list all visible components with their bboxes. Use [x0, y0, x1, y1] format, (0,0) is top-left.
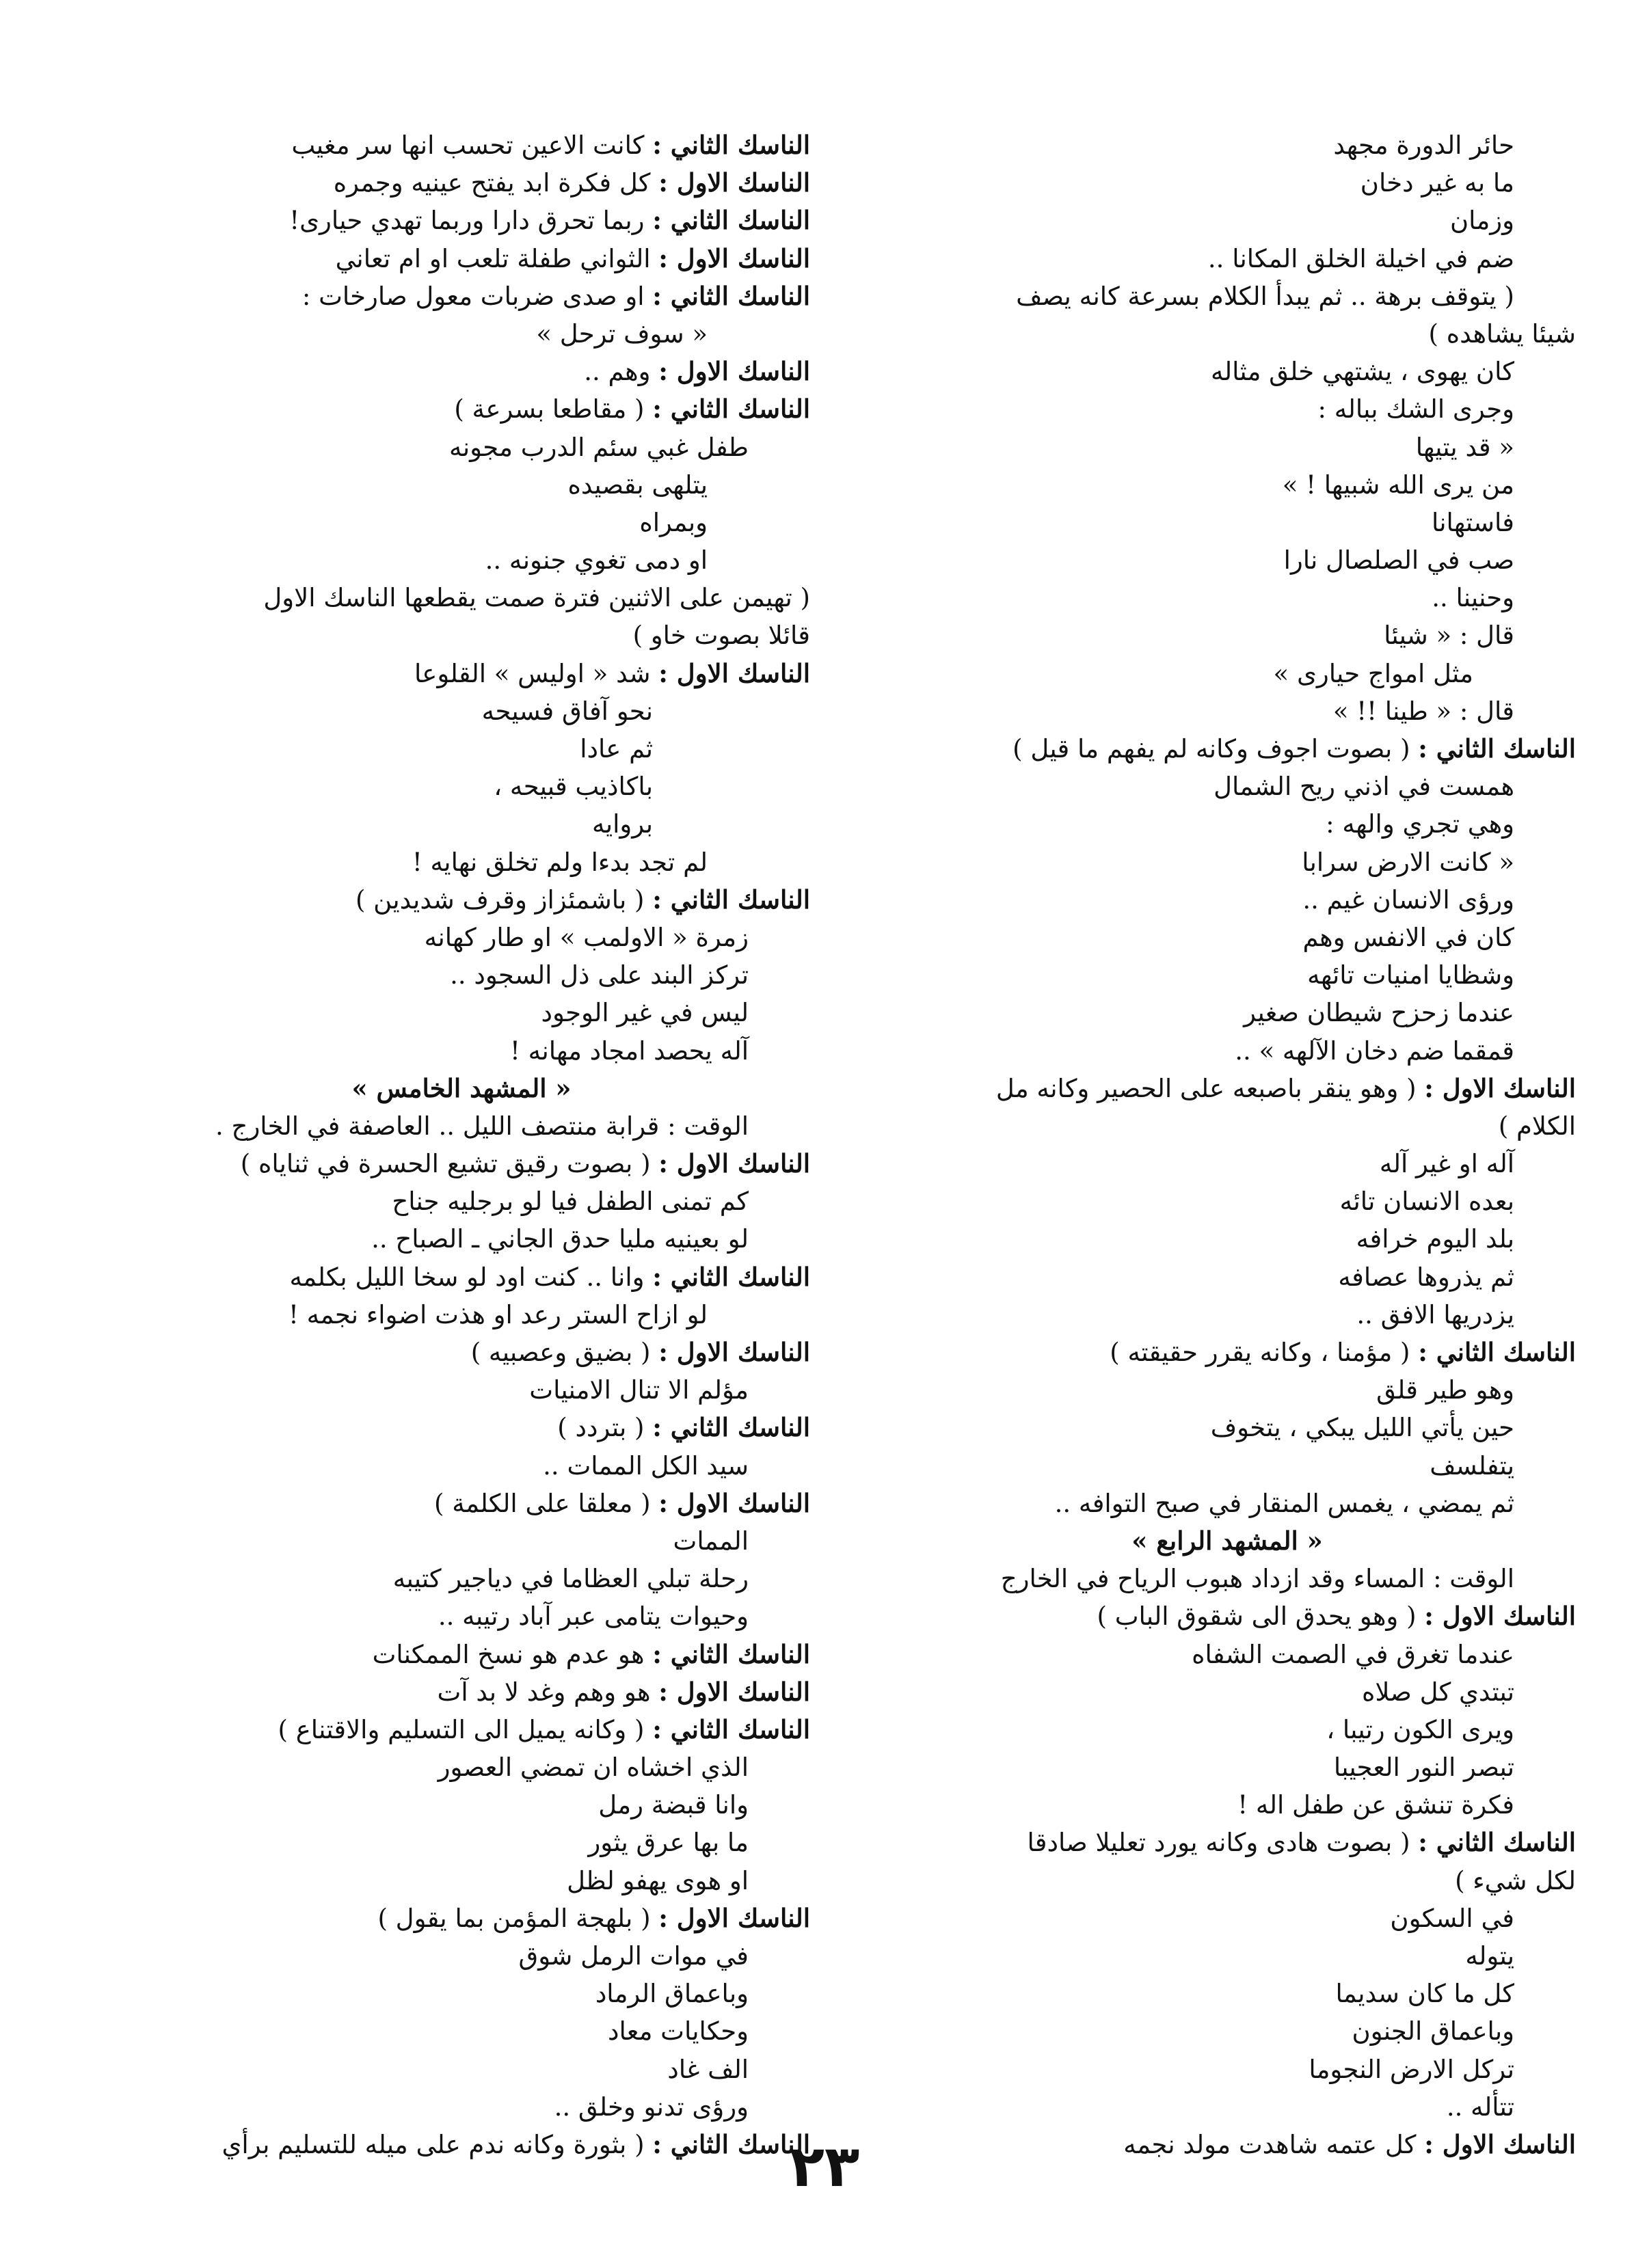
- line-text: في موات الرمل شوق: [518, 1941, 749, 1971]
- line-text: آله يحصد امجاد مهانه !: [509, 1036, 749, 1066]
- text-line: [879, 919, 1576, 956]
- line-text: وهم ..: [584, 357, 659, 387]
- line-text: وحنينا ..: [1432, 583, 1514, 613]
- text-line: [113, 805, 810, 843]
- speaker-name: الناسك الثاني :: [1418, 1337, 1576, 1367]
- dialogue-line: [113, 1673, 810, 1711]
- line-text: وجرى الشك بباله :: [1317, 394, 1514, 424]
- speaker-name: الناسك الثاني :: [652, 394, 810, 424]
- speaker-name: الناسك الاول :: [658, 1676, 810, 1707]
- line-text: ( بثورة وكانه ندم على ميله للتسليم برأي: [222, 2129, 653, 2159]
- line-text: ثم يمضي ، يغمس المنقار في صبح التوافه ..: [1054, 1488, 1514, 1518]
- line-text: ( بضيق وعصبيه ): [470, 1338, 659, 1367]
- speaker-name: الناسك الثاني :: [652, 1714, 810, 1744]
- text-line: [879, 805, 1576, 843]
- line-text: شيئا يشاهده ): [1428, 319, 1576, 349]
- line-text: تركز البند على ذل السجود ..: [450, 960, 749, 990]
- text-line: [113, 2012, 810, 2050]
- line-text: « قد يتيها: [1415, 432, 1514, 462]
- line-text: وانا .. كنت اود لو سخا الليل بكلمه: [289, 1262, 653, 1292]
- speaker-name: الناسك الاول :: [1424, 1601, 1576, 1632]
- line-text: لم تجد بدءا ولم تخلق نهايه !: [412, 847, 708, 877]
- dialogue-line: [113, 126, 810, 164]
- line-text: قال : « طينا !! »: [1332, 696, 1514, 726]
- text-line: [113, 1522, 810, 1560]
- text-line: [113, 1371, 810, 1409]
- text-line: [879, 1220, 1576, 1258]
- line-text: او صدى ضربات معول صارخات :: [301, 281, 653, 311]
- text-line: [113, 994, 810, 1031]
- text-line: [113, 579, 810, 617]
- text-line: [879, 126, 1576, 164]
- line-text: رحلة تبلي العظاما في دياجير كتيبه: [392, 1564, 749, 1594]
- line-text: ( وهو يحدق الى شقوق الباب ): [1097, 1602, 1425, 1632]
- dialogue-line: [113, 278, 810, 315]
- text-line: [879, 579, 1576, 617]
- text-line: [113, 466, 810, 504]
- text-line: [879, 1673, 1576, 1711]
- text-line: [113, 504, 810, 541]
- line-text: نحو آفاق فسيحه: [481, 696, 653, 726]
- text-line: [113, 541, 810, 579]
- text-line: [879, 2088, 1576, 2126]
- text-line: [879, 202, 1576, 239]
- text-line: [113, 2088, 810, 2126]
- line-text: مثل امواج حيارى »: [1273, 658, 1473, 688]
- line-text: هو وهم وغد لا بد آت: [437, 1677, 659, 1707]
- text-line: [113, 1786, 810, 1824]
- dialogue-line: [113, 353, 810, 390]
- line-text: عندما تغرق في الصمت الشفاه: [1192, 1639, 1514, 1669]
- line-text: وباعماق الجنون: [1352, 2016, 1514, 2047]
- dialogue-line: [113, 1711, 810, 1749]
- dialogue-line: [113, 655, 810, 692]
- line-text: صب في الصلصال نارا: [1283, 545, 1514, 576]
- line-text: طفل غبي سئم الدرب مجونه: [448, 432, 749, 462]
- speaker-name: الناسك الثاني :: [652, 205, 810, 236]
- line-text: الذي اخشاه ان تمضي العصور: [438, 1753, 749, 1783]
- text-line: [879, 315, 1576, 353]
- line-text: « سوف ترحل »: [536, 319, 708, 349]
- text-line: [879, 1258, 1576, 1296]
- speaker-name: الناسك الثاني :: [652, 1412, 810, 1443]
- line-text: لو ازاح الستر رعد او هذت اضواء نجمه !: [289, 1299, 708, 1329]
- speaker-name: الناسك الاول :: [658, 243, 810, 273]
- line-text: او هوى يهفو لظل: [567, 1865, 749, 1895]
- text-line: [879, 1145, 1576, 1183]
- dialogue-line: [113, 1900, 810, 1937]
- line-text: وشظايا امنيات تائهه: [1307, 960, 1514, 990]
- text-line: [113, 692, 810, 730]
- text-line: [113, 1560, 810, 1597]
- speaker-name: الناسك الثاني :: [1418, 733, 1576, 764]
- dialogue-line: [879, 1597, 1576, 1635]
- line-text: لكل شيء ): [1455, 1865, 1576, 1895]
- line-text: وباعماق الرماد: [595, 1979, 749, 2009]
- line-text: ( بتردد ): [557, 1413, 653, 1443]
- line-text: همست في اذني ريح الشمال: [1214, 772, 1514, 802]
- line-text: قمقما ضم دخان الآلهه » ..: [1235, 1036, 1514, 1066]
- line-text: تبصر النور العجيبا: [1333, 1753, 1514, 1783]
- line-text: وانا قبضة رمل: [598, 1790, 749, 1820]
- text-line: [113, 919, 810, 956]
- text-line: [113, 1597, 810, 1635]
- text-line: [113, 1296, 810, 1334]
- dialogue-line: [879, 1824, 1576, 1861]
- text-line: [113, 1032, 810, 1070]
- text-line: [113, 730, 810, 768]
- line-text: حائر الدورة مجهد: [1333, 131, 1514, 160]
- line-text: يتفلسف: [1430, 1450, 1514, 1481]
- line-text: كل ما كان سديما: [1335, 1979, 1514, 2009]
- text-line: [879, 768, 1576, 805]
- line-text: من يرى الله شبيها ! »: [1282, 470, 1514, 500]
- line-text: ويرى الكون رتيبا ،: [1326, 1714, 1514, 1744]
- speaker-name: الناسك الاول :: [658, 356, 810, 387]
- line-text: باكاذيب قبيحه ،: [494, 772, 653, 802]
- line-text: قال : « شيئا: [1384, 621, 1514, 651]
- text-line: [113, 1975, 810, 2012]
- line-text: بعده الانسان تائه: [1339, 1187, 1514, 1217]
- dialogue-line: [113, 202, 810, 239]
- text-line: [879, 692, 1576, 730]
- line-text: كل عتمه شاهدت مولد نجمه: [1123, 2129, 1425, 2159]
- dialogue-line: [113, 240, 810, 278]
- text-line: [879, 2051, 1576, 2088]
- line-text: تتأله ..: [1446, 2092, 1514, 2122]
- line-text: ( مقاطعا بسرعة ): [454, 394, 653, 424]
- line-text: او دمى تغوي جنونه ..: [485, 545, 708, 576]
- text-line: [879, 353, 1576, 390]
- text-line: [113, 315, 810, 353]
- line-text: ( بصوت هادى وكانه يورد تعليلا صادقا: [1027, 1828, 1419, 1858]
- line-text: الثواني طفلة تلعب او ام تعاني: [335, 243, 659, 273]
- text-line: [879, 1862, 1576, 1900]
- text-line: [879, 1786, 1576, 1824]
- speaker-name: الناسك الثاني :: [652, 2129, 810, 2159]
- text-line: [113, 617, 810, 654]
- speaker-name: الناسك الاول :: [1424, 1072, 1576, 1103]
- dialogue-line: [113, 1636, 810, 1673]
- line-text: وحيوات يتامى عبر آباد رتيبه ..: [438, 1602, 749, 1632]
- line-text: وهو طير قلق: [1376, 1375, 1514, 1405]
- line-text: ( باشمئزاز وقرف شديدين ): [355, 885, 653, 915]
- text-line: [879, 655, 1576, 692]
- text-line: [879, 1749, 1576, 1786]
- line-text: ( بلهجة المؤمن بما يقول ): [377, 1903, 659, 1933]
- text-line: [879, 2012, 1576, 2050]
- line-text: فكرة تنشق عن طفل اله !: [1237, 1790, 1514, 1820]
- speaker-name: الناسك الثاني :: [652, 1261, 810, 1292]
- text-line: [879, 278, 1576, 315]
- line-text: سيد الكل الممات ..: [543, 1450, 749, 1481]
- line-text: الممات: [673, 1526, 749, 1556]
- dialogue-line: [113, 1334, 810, 1371]
- scene-heading: « المشهد الخامس »: [351, 1072, 572, 1103]
- text-line: [113, 768, 810, 805]
- line-text: ( مؤمنا ، وكانه يقرر حقيقته ): [1110, 1338, 1419, 1367]
- speaker-name: الناسك الثاني :: [652, 1638, 810, 1669]
- text-line: [879, 466, 1576, 504]
- line-text: ( يتوقف برهة .. ثم يبدأ الكلام بسرعة كانه يصف: [1016, 281, 1514, 311]
- text-line: [879, 956, 1576, 994]
- dialogue-line: [879, 1070, 1576, 1107]
- text-line: [879, 1107, 1576, 1145]
- text-line: [879, 390, 1576, 428]
- text-line: [879, 1371, 1576, 1409]
- text-line: [113, 1447, 810, 1485]
- line-text: ثم يذروها عصافه: [1338, 1262, 1514, 1292]
- text-line: [879, 1636, 1576, 1673]
- speaker-name: الناسك الثاني :: [1418, 1827, 1576, 1858]
- line-text: كان في الانفس وهم: [1302, 922, 1514, 952]
- text-line: [113, 1749, 810, 1786]
- line-text: آله او غير آله: [1379, 1149, 1514, 1179]
- line-text: وهي تجري والهه :: [1326, 809, 1514, 839]
- text-line: [879, 1711, 1576, 1749]
- text-line: [879, 617, 1576, 654]
- text-line: [113, 1862, 810, 1900]
- line-text: الوقت : قرابة منتصف الليل .. العاصفة في الخارج .: [215, 1111, 749, 1141]
- text-line: [879, 1296, 1576, 1334]
- text-line: [113, 956, 810, 994]
- speaker-name: الناسك الثاني :: [652, 884, 810, 915]
- speaker-name: الناسك الاول :: [658, 1902, 810, 1933]
- speaker-name: الناسك الاول :: [658, 1337, 810, 1367]
- line-text: زمرة « الاولمب » او طار كهانه: [424, 922, 749, 952]
- text-line: [113, 429, 810, 466]
- dialogue-line: [113, 1485, 810, 1522]
- line-text: الكلام ): [1498, 1111, 1576, 1141]
- line-text: وبمراه: [639, 507, 708, 537]
- text-line: [113, 1183, 810, 1220]
- dialogue-line: [113, 390, 810, 428]
- line-text: وحكايات معاد: [607, 2016, 749, 2047]
- line-text: يتوله: [1465, 1941, 1514, 1971]
- line-text: عندما زحزح شيطان صغير: [1244, 998, 1514, 1028]
- line-text: ( وكانه يميل الى التسليم والاقتناع ): [278, 1714, 653, 1744]
- speaker-name: الناسك الاول :: [658, 1487, 810, 1518]
- text-line: [879, 881, 1576, 919]
- speaker-name: الناسك الثاني :: [652, 130, 810, 160]
- line-text: في السكون: [1390, 1903, 1514, 1933]
- line-text: الوقت : المساء وقد ازداد هبوب الرياح في الخارج: [1000, 1564, 1514, 1594]
- text-line: [879, 1900, 1576, 1937]
- line-text: هو عدم هو نسخ الممكنات: [372, 1639, 653, 1669]
- left-column: [113, 126, 810, 2163]
- line-text: فاستهانا: [1431, 507, 1514, 537]
- line-text: حين يأتي الليل يبكي ، يتخوف: [1210, 1413, 1514, 1443]
- text-line: [879, 1409, 1576, 1446]
- text-line: [113, 1937, 810, 1975]
- dialogue-line: [879, 730, 1576, 768]
- line-text: يتلهى بقصيده: [567, 470, 708, 500]
- line-text: بلد اليوم خرافه: [1356, 1224, 1514, 1254]
- right-column: [879, 126, 1576, 2163]
- line-text: ورؤى تدنو وخلق ..: [554, 2092, 749, 2122]
- dialogue-line: [113, 881, 810, 919]
- line-text: كل فكرة ابد يفتح عينيه وجمره: [333, 168, 659, 198]
- text-line: [113, 1220, 810, 1258]
- text-line: [113, 843, 810, 881]
- text-line: [113, 2051, 810, 2088]
- text-line: [879, 504, 1576, 541]
- line-text: تبتدي كل صلاه: [1361, 1677, 1514, 1707]
- line-text: ليس في غير الوجود: [541, 998, 749, 1028]
- speaker-name: الناسك الاول :: [658, 658, 810, 688]
- dialogue-line: [113, 164, 810, 202]
- line-text: ما بها عرق يثور: [588, 1828, 749, 1858]
- line-text: ورؤى الانسان غيم ..: [1302, 885, 1514, 915]
- text-line: [879, 1183, 1576, 1220]
- line-text: ربما تحرق دارا وربما تهدي حيارى!: [289, 206, 653, 236]
- line-text: ( بصوت اجوف وكانه لم يفهم ما قيل ): [1013, 734, 1419, 764]
- line-text: تركل الارض النجوما: [1309, 2054, 1514, 2084]
- text-line: [113, 1107, 810, 1145]
- text-line: [879, 994, 1576, 1031]
- line-text: كانت الاعين تحسب انها سر مغيب: [291, 131, 653, 160]
- line-text: يزدريها الافق ..: [1356, 1299, 1514, 1329]
- line-text: شد « اوليس » القلوعا: [414, 658, 659, 688]
- speaker-name: الناسك الاول :: [1424, 2129, 1576, 2159]
- scene-heading: « المشهد الرابع »: [1131, 1525, 1323, 1556]
- line-text: كان يهوى ، يشتهي خلق مثاله: [1211, 357, 1514, 387]
- line-text: ( تهيمن على الاثنين فترة صمت يقطعها الناسك الاول: [263, 583, 810, 613]
- line-text: وزمان: [1450, 206, 1514, 236]
- text-line: [879, 843, 1576, 881]
- line-text: قائلا بصوت خاو ): [632, 621, 810, 651]
- line-text: لو بعينيه مليا حدق الجاني ـ الصباح ..: [371, 1224, 749, 1254]
- text-line: [879, 1560, 1576, 1597]
- text-line: [879, 1485, 1576, 1522]
- line-text: « كانت الارض سرابا: [1302, 847, 1514, 877]
- line-text: ( وهو ينقر باصبعه على الحصير وكانه مل: [995, 1073, 1425, 1103]
- text-line: [879, 164, 1576, 202]
- line-text: كم تمنى الطفل فيا لو برجليه جناح: [392, 1187, 749, 1217]
- line-text: ثم عادا: [580, 734, 653, 764]
- text-line: [879, 1447, 1576, 1485]
- line-text: ضم في اخيلة الخلق المكانا ..: [1207, 243, 1514, 273]
- dialogue-line: [113, 1145, 810, 1183]
- text-line: [879, 240, 1576, 278]
- line-text: مؤلم الا تنال الامنيات: [529, 1375, 749, 1405]
- page-number: ٢٣: [789, 2133, 860, 2200]
- line-text: ( بصوت رقيق تشيع الحسرة في ثناياه ): [240, 1149, 659, 1179]
- text-line: [879, 429, 1576, 466]
- speaker-name: الناسك الاول :: [658, 1148, 810, 1179]
- dialogue-line: [113, 1258, 810, 1296]
- speaker-name: الناسك الثاني :: [652, 280, 810, 311]
- dialogue-line: [113, 1409, 810, 1446]
- line-text: ما به غير دخان: [1360, 168, 1514, 198]
- text-line: [879, 1975, 1576, 2012]
- text-line: [879, 1937, 1576, 1975]
- text-line: [879, 1032, 1576, 1070]
- line-text: بروايه: [592, 809, 653, 839]
- dialogue-line: [879, 1334, 1576, 1371]
- line-text: ( معلقا على الكلمة ): [434, 1488, 659, 1518]
- speaker-name: الناسك الاول :: [658, 167, 810, 198]
- text-line: [879, 541, 1576, 579]
- line-text: الف غاد: [667, 2054, 749, 2084]
- text-line: [113, 1824, 810, 1861]
